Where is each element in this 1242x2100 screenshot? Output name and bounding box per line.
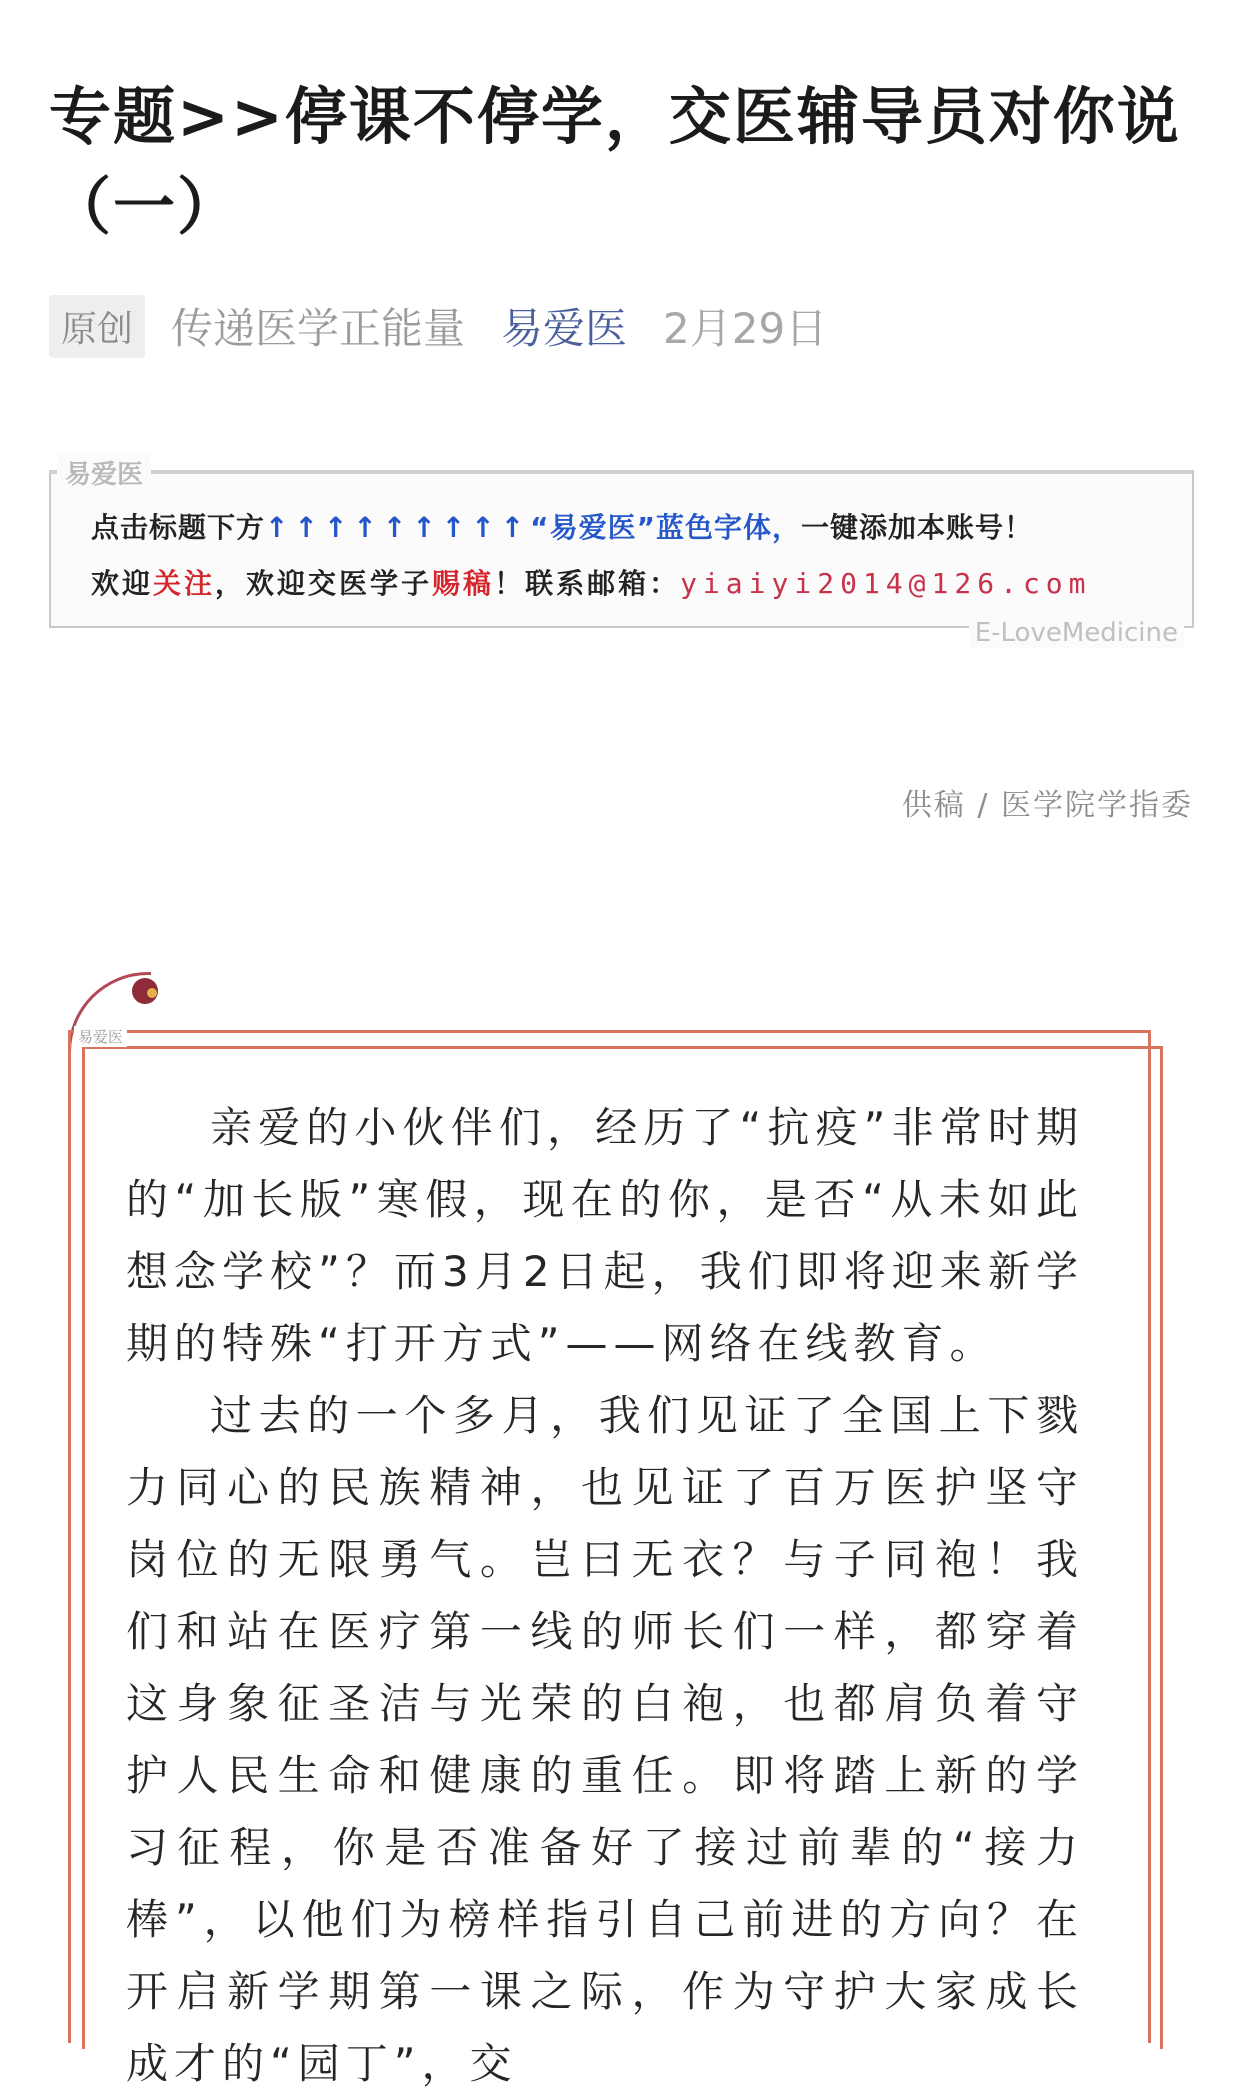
banner-line2-c: ！联系邮箱： [494, 567, 681, 600]
banner-follow-word: 关注 [153, 567, 216, 600]
banner-line-1 [91, 506, 1033, 546]
article-title: 专题>>停课不停学，交医辅导员对你说（一） [49, 80, 1181, 243]
article-credit: 供稿 / 医学院学指委 [901, 788, 1193, 823]
up-arrows-icon: ↑↑↑↑↑↑↑↑↑ [265, 511, 531, 544]
banner-line2-a: 欢迎 [91, 567, 154, 600]
frame-logo: 易爱医 [74, 1026, 127, 1047]
banner-line-2 [91, 562, 1092, 602]
paragraph-1: 亲爱的小伙伴们，经历了“抗疫”非常时期的“加长版”寒假，现在的你，是否“从未如此想念学校”？而3月2日起，我们即将迎来新学期的特殊“打开方式”——网络在线教育。 [126, 1103, 1084, 1368]
banner-signature: E-LoveMedicine [969, 618, 1184, 648]
article-meta [49, 296, 827, 356]
banner-line1-blue: “易爱医”蓝色字体， [530, 511, 801, 544]
banner-line1-suffix: 一键添加本账号！ [800, 511, 1033, 544]
banner-line2-b: ，欢迎交医学子 [215, 567, 433, 600]
article-source: 传递医学正能量 [171, 304, 466, 353]
leaf-accent-icon [147, 988, 157, 998]
banner-badge: 易爱医 [57, 454, 151, 491]
follow-banner-image [49, 460, 1192, 648]
banner-frame-top [49, 470, 1192, 474]
banner-frame [49, 470, 1194, 628]
publish-date: 2月29日 [663, 304, 828, 353]
account-link[interactable]: 易爱医 [501, 304, 628, 353]
paragraph-2: 过去的一个多月，我们见证了全国上下戮力同心的民族精神，也见证了百万医护坚守岗位的无限勇气。岂曰无衣？与子同袍！我们和站在医疗第一线的师长们一样，都穿着这身象征圣洁与光荣的白袍，也都肩负着守护人民生命和健康的重任。即将踏上新的学习征程，你是否准备好了接过前辈的“接力棒”，以他们为榜样指引自己前进的方向？在开启新学期第一课之际，作为守护大家成长成才的“园丁”，交 [126, 1391, 1084, 2088]
banner-line1-prefix: 点击标题下方 [91, 511, 266, 544]
article-body [126, 1092, 1084, 2100]
banner-email: yiaiyi2014@126.com [680, 567, 1092, 600]
banner-submit-word: 赐稿 [432, 567, 495, 600]
original-tag: 原创 [49, 295, 145, 358]
